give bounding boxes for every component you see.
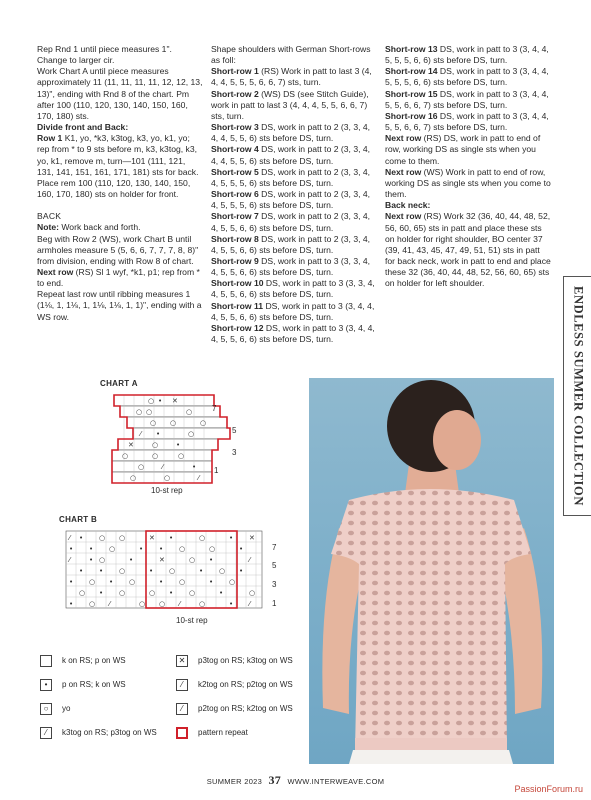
row-label: Short-row 11	[211, 300, 264, 311]
row-label: Short-row 1	[211, 66, 259, 77]
svg-text:•: •	[69, 545, 74, 553]
svg-text:○: ○	[199, 534, 206, 542]
row-label: Short-row 8	[211, 233, 259, 244]
svg-text:○: ○	[89, 578, 96, 586]
svg-text:○: ○	[130, 474, 137, 482]
svg-text:•: •	[169, 589, 174, 597]
svg-text:○: ○	[229, 578, 236, 586]
svg-text:⁄: ⁄	[69, 556, 71, 564]
svg-text:•: •	[99, 567, 104, 575]
svg-text:○: ○	[186, 408, 193, 416]
legend-label: pattern repeat	[198, 728, 248, 737]
row-text: (RS) Sl 1 wyf, *k1, p1; rep from * to end.	[37, 266, 200, 289]
row-text: (RS) Work 32 (36, 40, 44, 48, 52, 56, 60, 65) sts in patt and place these sts on holder for right shoulder, BO center 37 (39, 41, 43, 45, 47, 49, 51, 51) sts in patt for back neck, work in patt to end and place these 32 (36, 40, 44, 48, 52, 56, 60, 65) sts on holder for left shoulder.	[385, 211, 551, 289]
row-label: Short-row 14	[385, 66, 438, 77]
legend-label: k2tog on RS; p2tog on WS	[198, 680, 293, 689]
svg-text:•: •	[209, 556, 214, 564]
k2tog-symbol-icon: ⁄	[176, 679, 188, 691]
row-text: (WS) DS (see Stitch Guide), work in patt to last 3 (4, 4, 4, 5, 5, 6, 6, 7) sts, turn.	[211, 88, 369, 121]
svg-text:○: ○	[199, 600, 206, 608]
legend-label: p on RS; k on WS	[62, 680, 126, 689]
svg-text:•: •	[156, 430, 161, 438]
row-text: (RS) Work in patt to last 3 (4, 4, 4, 5, 5, 5, 6, 6, 7) sts, turn.	[211, 66, 372, 88]
knit-symbol-icon	[40, 655, 52, 667]
svg-text:•: •	[239, 567, 244, 575]
k3tog-symbol-icon: ⁄	[40, 727, 52, 739]
model-photo	[309, 378, 554, 764]
row-label: Short-row 7	[211, 211, 259, 222]
chart-a-row-number: 5	[232, 426, 237, 435]
note-text: Work back and forth.	[58, 222, 141, 233]
paragraph: Change to larger cir.	[37, 55, 115, 66]
svg-text:✕: ✕	[172, 397, 178, 405]
row-label: Next row	[37, 266, 74, 277]
svg-text:○: ○	[189, 556, 196, 564]
svg-text:•: •	[158, 397, 163, 405]
svg-text:✕: ✕	[149, 534, 155, 542]
svg-text:•: •	[159, 545, 164, 553]
svg-text:•: •	[89, 545, 94, 553]
svg-text:•: •	[176, 441, 181, 449]
svg-text:○: ○	[249, 589, 256, 597]
chart-b-row-number: 5	[272, 561, 277, 570]
svg-text:○: ○	[159, 600, 166, 608]
row-label: Next row	[385, 211, 422, 222]
p2tog-symbol-icon: ⁄	[176, 703, 188, 715]
svg-text:○: ○	[170, 419, 177, 427]
svg-text:○: ○	[178, 452, 185, 460]
row-label: Short-row 12	[211, 322, 264, 333]
svg-text:•: •	[229, 534, 234, 542]
row-label: Next row	[385, 166, 422, 177]
row-text: (RS) DS, work in patt to end of row, working DS as single sts when you come to them.	[385, 133, 541, 166]
section-heading: Back neck:	[385, 200, 431, 211]
legend-label: yo	[62, 704, 71, 713]
svg-text:•: •	[89, 556, 94, 564]
svg-text:•: •	[79, 567, 84, 575]
chart-b-caption: 10-st rep	[176, 616, 208, 625]
svg-text:•: •	[192, 463, 197, 471]
svg-text:⁄: ⁄	[249, 556, 251, 564]
note-label: Note:	[37, 222, 59, 233]
row-text: DS, work in patt to 3 (3, 4, 4, 5, 5, 5, 6, 6) sts before DS, turn.	[385, 66, 549, 88]
svg-text:•: •	[199, 567, 204, 575]
svg-text:•: •	[109, 578, 114, 586]
row-text: DS, work in patt to 3 (3, 4, 4, 5, 5, 6, 6, 7) sts before DS, turn.	[385, 88, 549, 110]
row-text: DS, work in patt to 3 (3, 4, 4, 5, 5, 6, 6, 7) sts before DS, turn.	[385, 110, 549, 133]
row-text: DS, work in patt to 2 (3, 3, 4, 4, 4, 5, 5, 6) sts before DS, turn.	[211, 144, 371, 166]
svg-text:○: ○	[219, 567, 226, 575]
svg-text:○: ○	[189, 589, 196, 597]
chart-a-row-number: 1	[214, 466, 219, 475]
svg-text:⁄: ⁄	[162, 463, 164, 471]
svg-text:○: ○	[188, 430, 195, 438]
svg-text:○: ○	[200, 419, 207, 427]
svg-text:•: •	[219, 589, 224, 597]
svg-text:•: •	[169, 534, 174, 542]
yarn-over-symbol-icon: ○	[40, 703, 52, 715]
row-label: Short-row 13	[385, 44, 438, 54]
section-heading: Divide front and Back:	[37, 122, 129, 133]
row-text: K1, yo, *k3, k3tog, k3, yo, k1, yo; rep from * to 9 sts before m, k3, k3tog, k3, yo, k1, remove m, turn—101 (111, 121, 131, 141, 151, 161, 171, 181) sts for back. Place rem 100 (110, 120, 130, 140, 150, 160, 170, 180) sts on holder for front.	[37, 133, 199, 200]
svg-text:○: ○	[99, 556, 106, 564]
issue-label: SUMMER 2023	[206, 777, 263, 786]
row-text: DS, work in patt to 2 (3, 3, 4, 4, 5, 5, 5, 6) sts before DS, turn.	[211, 189, 371, 211]
paragraph: Shape shoulders with German Short-rows as foll:	[211, 44, 371, 66]
svg-text:○: ○	[89, 600, 96, 608]
paragraph: Work Chart A until piece measures approximately 11 (11, 11, 11, 11, 12, 12, 13, 13)", ending with Rnd 8 of the chart. Pm after 100 (110, 120, 130, 140, 150, 160, 170, 180) sts.	[37, 66, 203, 121]
purl-symbol-icon: •	[40, 679, 52, 691]
svg-text:•: •	[69, 600, 74, 608]
svg-text:○: ○	[138, 463, 145, 471]
row-label: Short-row 6	[211, 189, 259, 200]
svg-text:○: ○	[139, 600, 146, 608]
row-label: Short-row 3	[211, 122, 259, 133]
row-text: DS, work in patt to 2 (3, 3, 4, 4, 5, 5, 6, 6) sts before DS, turn.	[211, 211, 371, 233]
paragraph: Beg with Row 2 (WS), work Chart B until armholes measure 5 (5, 6, 6, 7, 7, 7, 8, 8)" from division, ending with Row 8 of chart.	[37, 233, 199, 266]
row-label: Short-row 4	[211, 144, 259, 155]
row-label: Short-row 10	[211, 278, 264, 289]
section-heading: BACK	[37, 211, 62, 222]
website-label: WWW.INTERWEAVE.COM	[287, 777, 385, 786]
svg-text:•: •	[149, 567, 154, 575]
chart-a-row-number: 7	[212, 404, 217, 413]
svg-text:•: •	[139, 545, 144, 553]
svg-text:•: •	[229, 600, 234, 608]
svg-text:•: •	[159, 578, 164, 586]
svg-text:⁄: ⁄	[179, 600, 181, 608]
row-text: (WS) Work in patt to end of row, working DS as single sts when you come to them.	[385, 166, 551, 200]
svg-text:⁄: ⁄	[198, 474, 200, 482]
chart-a-caption: 10-st rep	[151, 486, 183, 495]
svg-text:○: ○	[122, 452, 129, 460]
legend-label: p3tog on RS; k3tog on WS	[198, 656, 293, 665]
page-footer	[0, 773, 591, 788]
row-label: Next row	[385, 133, 422, 144]
row-label: Short-row 2	[211, 88, 259, 99]
svg-text:✕: ✕	[128, 441, 134, 449]
svg-text:○: ○	[99, 534, 106, 542]
chart-b-row-number: 3	[272, 580, 277, 589]
svg-text:○: ○	[149, 589, 156, 597]
svg-text:○: ○	[129, 578, 136, 586]
svg-text:○: ○	[119, 534, 126, 542]
chart-b-row-number: 1	[272, 599, 277, 608]
row-label: Short-row 5	[211, 166, 259, 177]
svg-text:○: ○	[109, 545, 116, 553]
svg-text:○: ○	[164, 474, 171, 482]
chart-a-row-number: 3	[232, 448, 237, 457]
svg-text:○: ○	[150, 419, 157, 427]
row-text: DS, work in patt to 3 (3, 3, 4, 4, 5, 5, 6, 6) sts before DS, turn.	[211, 278, 375, 300]
svg-text:○: ○	[152, 441, 159, 449]
chart-a-title: CHART A	[100, 379, 138, 388]
svg-text:✕: ✕	[159, 556, 165, 564]
p3tog-symbol-icon: ✕	[176, 655, 188, 667]
row-text: DS, work in patt to 3 (3, 4, 4, 4, 5, 5, 6, 6) sts before DS, turn.	[211, 300, 375, 322]
row-text: DS, work in patt to 3 (3, 4, 4, 4, 5, 5, 6, 6) sts before DS, turn.	[211, 322, 375, 345]
pattern-repeat-symbol-icon	[176, 727, 188, 739]
svg-text:○: ○	[136, 408, 143, 416]
svg-text:•: •	[239, 545, 244, 553]
legend-label: p2tog on RS; k2tog on WS	[198, 704, 293, 713]
row-text: DS, work in patt to 3 (3, 4, 4, 5, 5, 5, 6, 6) sts before DS, turn.	[385, 44, 549, 66]
row-text: DS, work in patt to 2 (3, 3, 4, 4, 4, 5, 5, 6) sts before DS, turn.	[211, 122, 371, 144]
row-label: Row 1	[37, 133, 63, 144]
watermark: PassionForum.ru	[514, 784, 583, 794]
row-text: DS, work in patt to 2 (3, 3, 4, 4, 5, 5, 6, 6) sts before DS, turn.	[211, 233, 371, 255]
svg-text:⁄: ⁄	[140, 430, 142, 438]
svg-text:○: ○	[119, 567, 126, 575]
svg-text:⁄: ⁄	[69, 534, 71, 542]
svg-text:•: •	[79, 534, 84, 542]
svg-text:•: •	[129, 556, 134, 564]
row-label: Short-row 16	[385, 110, 438, 121]
chart-b-row-number: 7	[272, 543, 277, 552]
legend-label: k3tog on RS; p3tog on WS	[62, 728, 157, 737]
row-text: DS, work in patt to 2 (3, 3, 4, 4, 5, 5, 5, 6) sts before DS, turn.	[211, 166, 371, 188]
svg-text:•: •	[99, 589, 104, 597]
svg-text:○: ○	[169, 567, 176, 575]
svg-text:✕: ✕	[249, 534, 255, 542]
model-photo-illustration	[309, 378, 554, 764]
svg-text:○: ○	[179, 578, 186, 586]
row-text: DS, work in patt to 3 (3, 3, 4, 4, 5, 5, 6, 6) sts before DS, turn.	[211, 255, 371, 278]
svg-text:○: ○	[119, 589, 126, 597]
legend-label: k on RS; p on WS	[62, 656, 126, 665]
svg-text:⁄: ⁄	[109, 600, 111, 608]
svg-text:•: •	[209, 578, 214, 586]
page-number: 37	[268, 773, 282, 787]
svg-text:○: ○	[209, 545, 216, 553]
svg-text:○: ○	[79, 589, 86, 597]
svg-text:○: ○	[179, 545, 186, 553]
row-label: Short-row 9	[211, 255, 259, 266]
svg-text:○: ○	[148, 397, 155, 405]
svg-text:•: •	[69, 578, 74, 586]
row-label: Short-row 15	[385, 88, 438, 99]
paragraph: Repeat last row until ribbing measures 1 (1⅛, 1, 1⅛, 1, 1⅛, 1⅛, 1, 1)", ending with a WS row.	[37, 289, 202, 322]
paragraph: Rep Rnd 1 until piece measures 1".	[37, 44, 172, 54]
side-tab-label: ENDLESS SUMMER COLLECTION	[571, 286, 586, 506]
svg-text:○: ○	[152, 452, 159, 460]
svg-text:○: ○	[146, 408, 153, 416]
svg-text:⁄: ⁄	[249, 600, 251, 608]
chart-b-title: CHART B	[59, 515, 98, 524]
